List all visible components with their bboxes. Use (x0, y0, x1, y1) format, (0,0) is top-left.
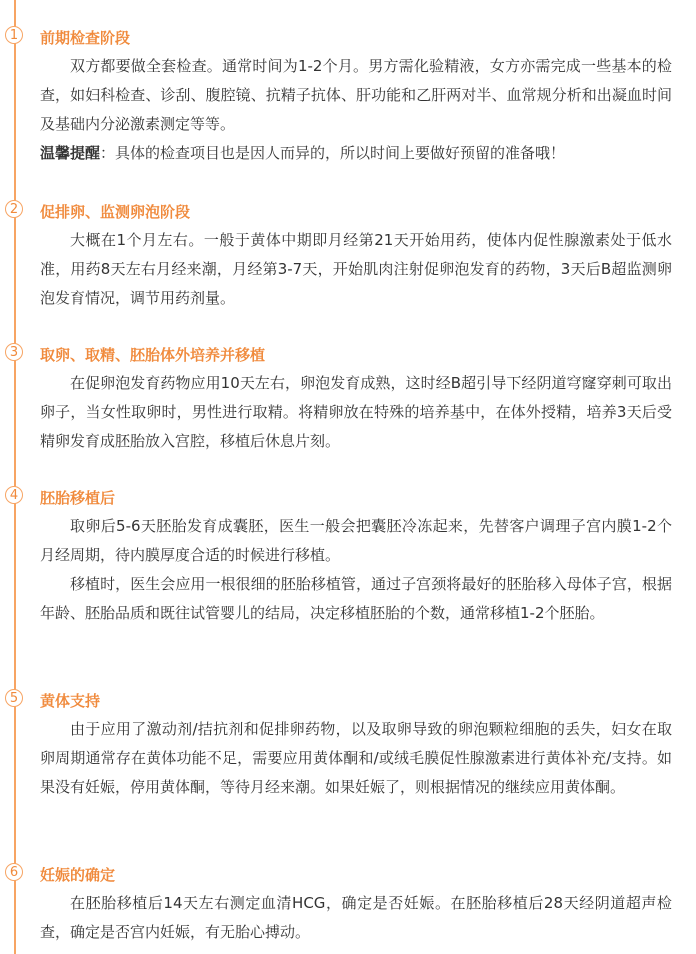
section-paragraph: 由于应用了激动剂/拮抗剂和促排卵药物，以及取卵导致的卵泡颗粒细胞的丢失，妇女在取卵周期通常存在黄体功能不足，需要应用黄体酮和/或绒毛膜促性腺激素进行黄体补充/支持。如果没有妊娠，停用黄体酮，等待月经来潮。如果妊娠了，则根据情况的继续应用黄体酮。 (40, 720, 672, 796)
section-title: 黄体支持 (40, 692, 101, 710)
tip-text: ：具体的检查项目也是因人而异的，所以时间上要做好预留的准备哦！ (100, 144, 566, 162)
timeline-line (14, 0, 16, 954)
section-title: 胚胎移植后 (40, 489, 116, 507)
step-number-icon: 3 (5, 343, 23, 361)
step-number-icon: 4 (5, 486, 23, 504)
section-title: 前期检查阶段 (40, 29, 131, 47)
section-title: 取卵、取精、胚胎体外培养并移植 (40, 346, 266, 364)
section-title: 促排卵、监测卵泡阶段 (40, 203, 191, 221)
step-number-icon: 1 (5, 26, 23, 44)
section-paragraph: 大概在1个月左右。一般于黄体中期即月经第21天开始用药，使体内促性腺激素处于低水准，用药8天左右月经来潮，月经第3-7天，开始肌肉注射促卵泡发育的药物，3天后B超监测卵泡发育情况，调节用药剂量。 (40, 231, 672, 307)
step-number-icon: 6 (5, 863, 23, 881)
section-title: 妊娠的确定 (40, 866, 116, 884)
section-paragraph: 移植时，医生会应用一根很细的胚胎移植管，通过子宫颈将最好的胚胎移入母体子宫，根据年龄、胚胎品质和既往试管婴儿的结局，决定移植胚胎的个数，通常移植1-2个胚胎。 (40, 575, 672, 622)
section-paragraph: 在胚胎移植后14天左右测定血清HCG，确定是否妊娠。在胚胎移植后28天经阴道超声检查，确定是否宫内妊娠，有无胎心搏动。 (40, 894, 672, 941)
step-number-icon: 5 (5, 689, 23, 707)
tip-line (40, 139, 680, 168)
step-number-icon: 2 (5, 200, 23, 218)
tip-label: 温馨提醒 (40, 144, 101, 162)
section-paragraph: 取卵后5-6天胚胎发育成囊胚，医生一般会把囊胚冷冻起来，先替客户调理子宫内膜1-2个月经周期，待内膜厚度合适的时候进行移植。 (40, 517, 672, 564)
section-paragraph: 双方都要做全套检查。通常时间为1-2个月。男方需化验精液，女方亦需完成一些基本的检查，如妇科检查、诊刮、腹腔镜、抗精子抗体、肝功能和乙肝两对半、血常规分析和出凝血时间及基础内分泌激素测定等等。 (40, 57, 672, 133)
section-paragraph: 在促卵泡发育药物应用10天左右，卵泡发育成熟，这时经B超引导下经阴道穹窿穿刺可取出卵子，当女性取卵时，男性进行取精。将精卵放在特殊的培养基中，在体外授精，培养3天后受精卵发育成胚胎放入宫腔，移植后休息片刻。 (40, 374, 672, 450)
